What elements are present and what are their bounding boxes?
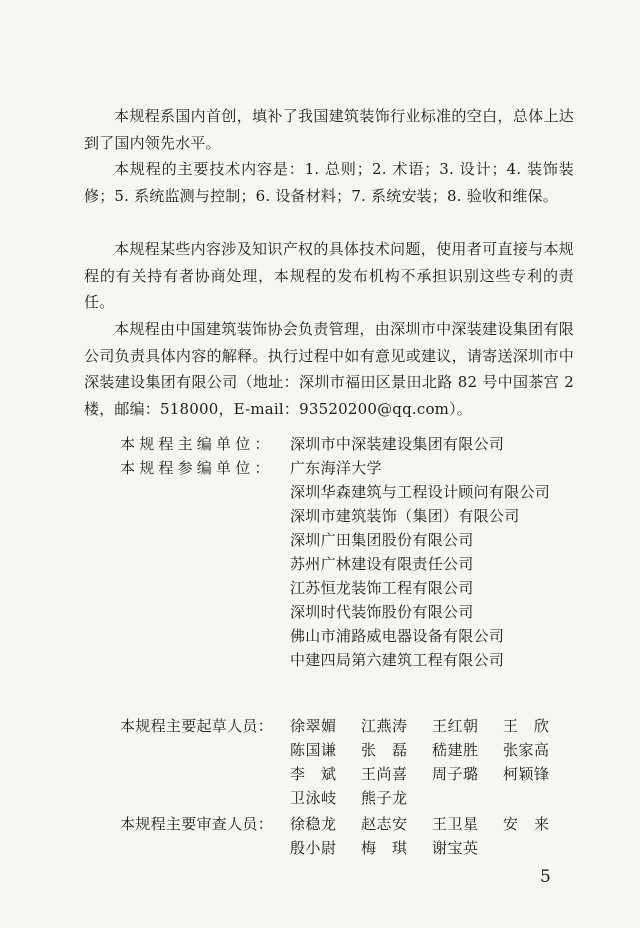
participant-org: 深圳广田集团股份有限公司 — [290, 531, 474, 549]
drafter-name: 周子璐 — [432, 765, 479, 783]
reviewer-name: 王卫星 — [432, 815, 479, 833]
participant-org: 佛山市浦路威电器设备有限公司 — [290, 627, 505, 645]
technical-content-paragraph: 本规程的主要技术内容是：1. 总则；2. 术语；3. 设计；4. 装饰装修；5. 系统监测与控制；6. 设备材料；7. 系统安装；8. 验收和维保。 — [84, 160, 574, 205]
drafter-name: 徐翠媚 — [290, 717, 337, 735]
drafter-name: 嵇建胜 — [432, 741, 479, 759]
participant-org: 江苏恒龙装饰工程有限公司 — [290, 579, 474, 597]
reviewers-row — [290, 836, 574, 860]
reviewer-name: 安 来 — [503, 815, 550, 833]
drafters-row — [290, 714, 574, 738]
chief-editor-org: 深圳市中深装建设集团有限公司 — [290, 435, 505, 453]
patent-notice-paragraph: 本规程某些内容涉及知识产权的具体技术问题，使用者可直接与本规程的有关持有者协商处理，本规程的发布机构不承担识别这些专利的责任。 — [84, 240, 574, 312]
reviewer-name: 殷小尉 — [290, 839, 337, 857]
drafter-name: 李 斌 — [290, 765, 337, 783]
reviewer-name: 赵志安 — [361, 815, 408, 833]
drafter-name: 王红朝 — [432, 717, 479, 735]
drafter-name: 张 磊 — [361, 741, 408, 759]
participant-org: 深圳时代装饰股份有限公司 — [290, 603, 474, 621]
participant-org: 深圳华森建筑与工程设计顾问有限公司 — [290, 483, 551, 501]
drafter-name: 江燕涛 — [361, 717, 408, 735]
drafters-row — [290, 786, 574, 810]
page-number: 5 — [540, 867, 551, 887]
participant-org: 广东海洋大学 — [290, 459, 382, 477]
management-paragraph: 本规程由中国建筑装饰协会负责管理，由深圳市中深装建设集团有限公司负责具体内容的解释。执行过程中如有意见或建议，请寄送深圳市中深装建设集团有限公司（地址：深圳市福田区景田北路 82 号中国茶宫 2 楼，邮编：518000，E-mail：93520200@qq.com）。 — [84, 320, 574, 419]
reviewers-label: 本规程主要审查人员： — [120, 815, 274, 833]
drafter-name: 柯颖锋 — [503, 765, 550, 783]
drafters-row — [290, 762, 574, 786]
drafter-name: 张家高 — [503, 741, 550, 759]
drafters-label: 本规程主要起草人员： — [120, 717, 274, 735]
reviewer-name: 谢宝英 — [432, 839, 479, 857]
drafter-name: 陈国谦 — [290, 741, 337, 759]
drafter-name: 王 欣 — [503, 717, 550, 735]
intro-paragraph: 本规程系国内首创，填补了我国建筑装饰行业标准的空白，总体上达到了国内领先水平。 — [84, 107, 574, 152]
participant-org: 中建四局第六建筑工程有限公司 — [290, 651, 505, 669]
reviewer-name: 梅 琪 — [361, 839, 408, 857]
drafter-name: 卫泳岐 — [290, 789, 337, 807]
reviewer-name: 徐稳龙 — [290, 815, 337, 833]
reviewers-row — [290, 812, 574, 836]
drafters-row — [290, 738, 574, 762]
participant-org: 深圳市建筑装饰（集团）有限公司 — [290, 507, 520, 525]
drafter-name: 熊子龙 — [361, 789, 408, 807]
chief-editor-label: 本规程主编单位： — [120, 435, 274, 453]
participants-label: 本规程参编单位： — [120, 459, 274, 477]
drafter-name: 王尚喜 — [361, 765, 408, 783]
participant-org: 苏州广林建设有限责任公司 — [290, 555, 474, 573]
